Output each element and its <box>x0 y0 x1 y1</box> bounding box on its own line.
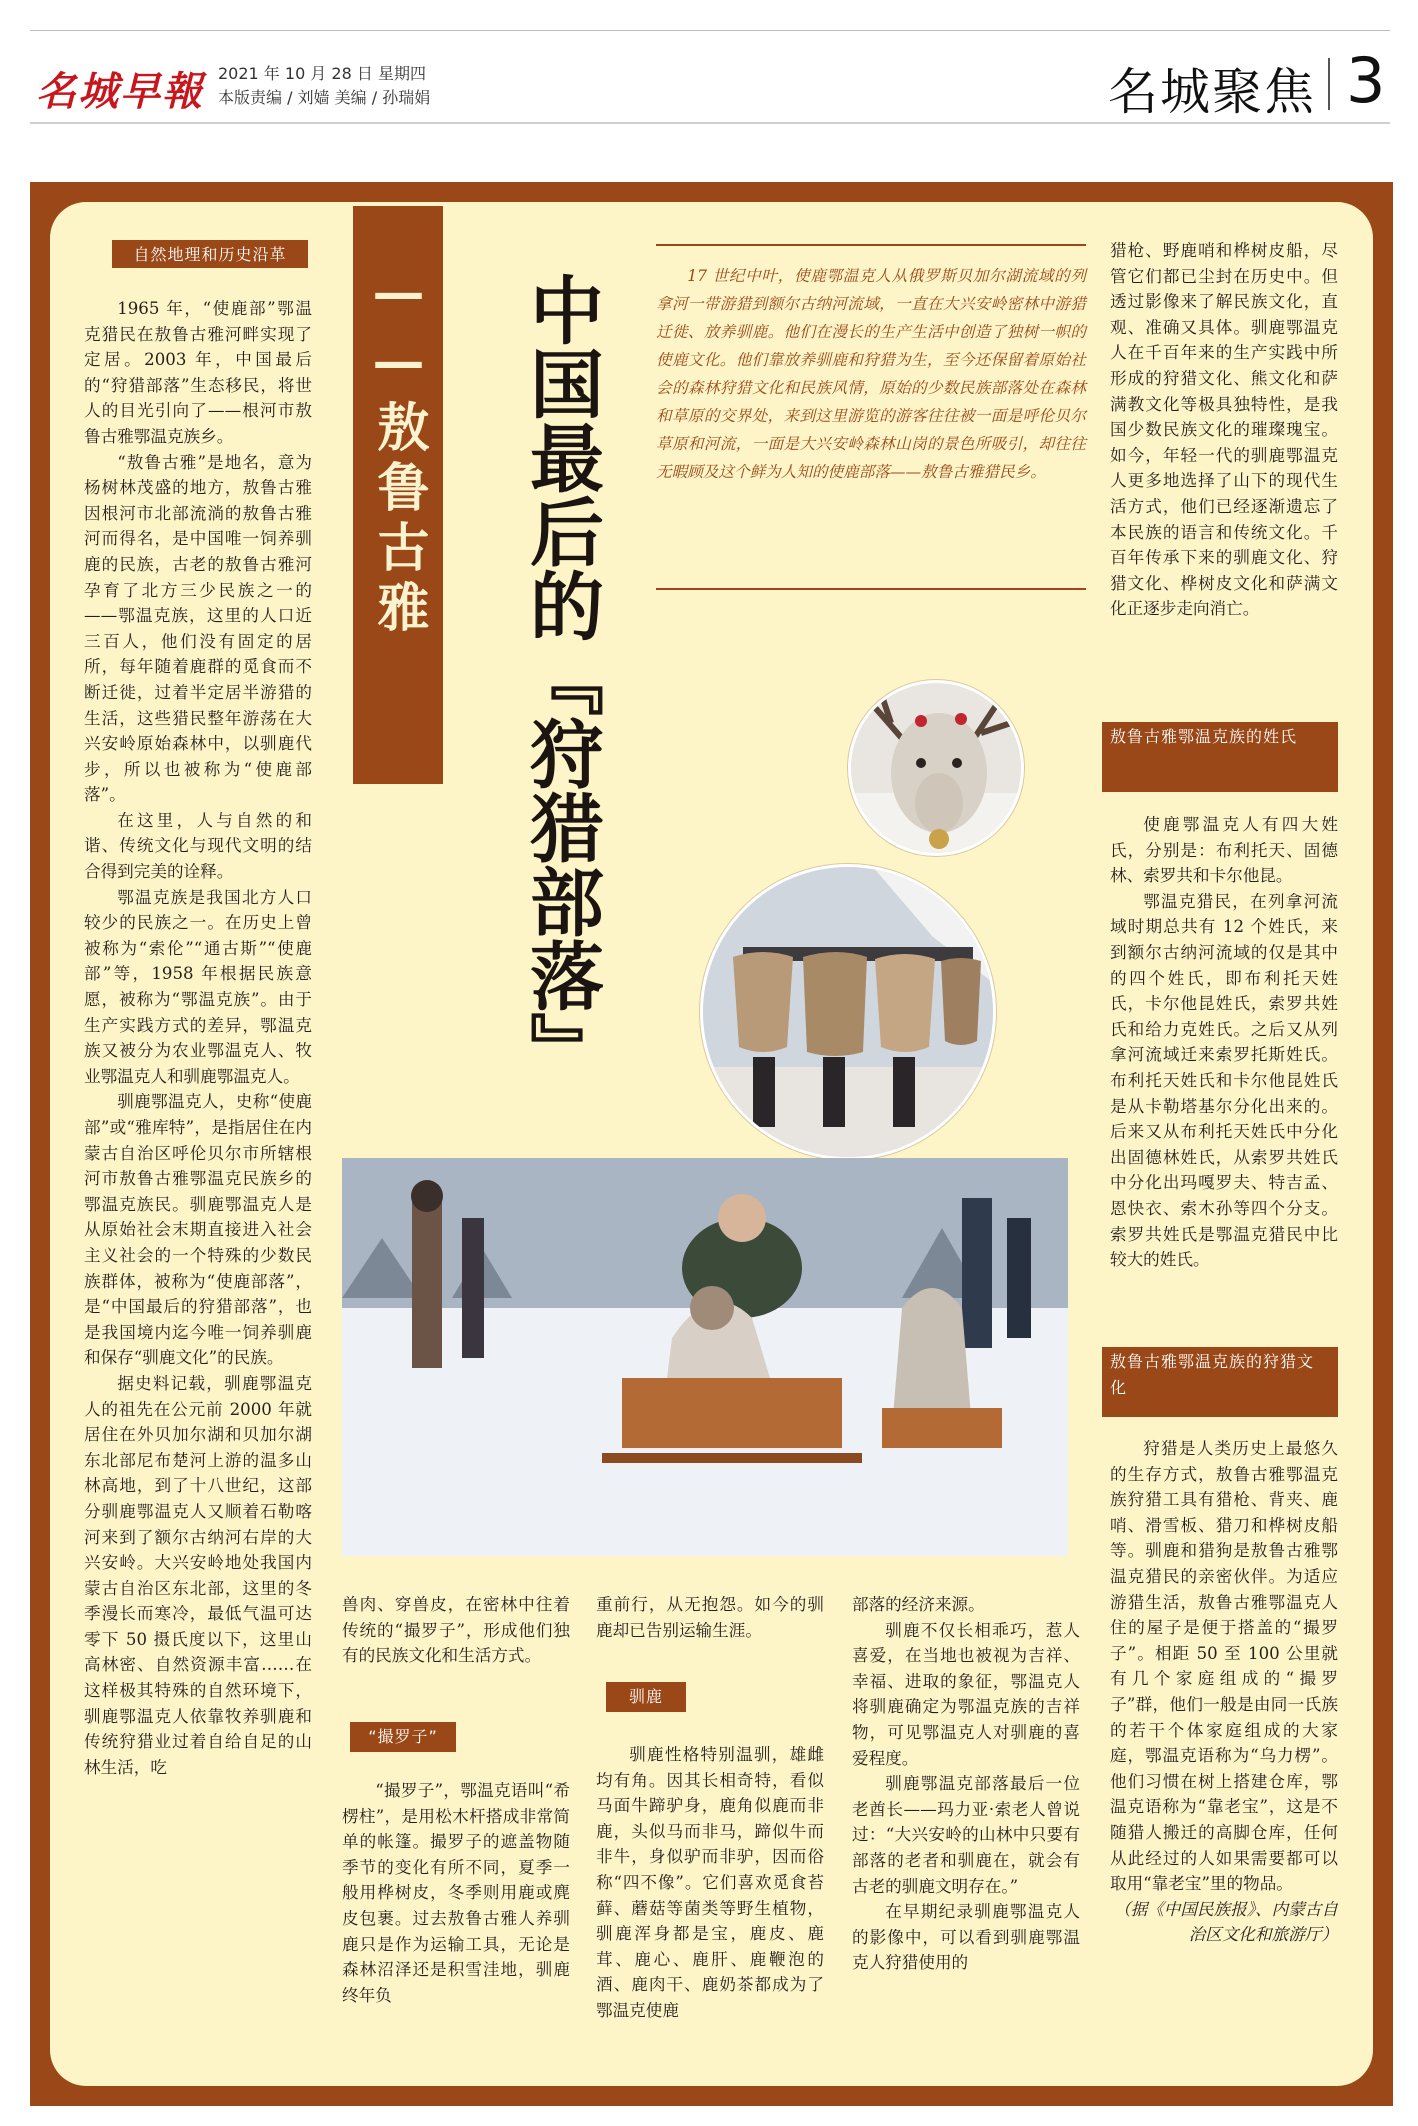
col3-p2: 驯鹿性格特别温驯，雄雌均有角。因其长相奇特，看似马面牛蹄驴身，鹿角似鹿而非鹿，头似马而非马，蹄似牛而非牛，身似驴而非驴，因而俗称“四不像”。它们喜欢觅食苔藓、蘑菇等菌类等野生植物，驯鹿浑身都是宝，鹿皮、鹿茸、鹿心、鹿肝、鹿鞭泡的酒、鹿肉干、鹿奶茶都成为了鄂温克使鹿 <box>596 1745 824 2020</box>
col4-p4: 在早期纪录驯鹿鄂温克人的影像中，可以看到驯鹿鄂温克人狩猎使用的 <box>852 1902 1080 1973</box>
right-p2: 鄂温克猎民，在列拿河流域时期总共有 12 个姓氏，来到额尔古纳河流域的仅是其中的四个姓氏，即布利托天姓氏，卡尔他昆姓氏，索罗共姓氏和给力克姓氏。之后又从列拿河流域迁来索罗托斯姓氏。布利托天姓氏和卡尔他昆姓氏是从卡勒塔基尔分化出来的。后来又从布利托天姓氏中分化出固德林姓氏，从索罗共姓氏中分化出玛嘎罗夫、特吉孟、恩快衣、索木孙等四个分支。索罗共姓氏是鄂温克猎民中比较大的姓氏。 <box>1110 891 1338 1270</box>
col4-p2: 驯鹿不仅长相乖巧，惹人喜爱，在当地也被视为吉祥、幸福、进取的象征，鄂温克人将驯鹿确定为鄂温克族的吉祥物，可见鄂温克人对驯鹿的喜爱程度。 <box>852 1620 1080 1768</box>
source-note: （据《中国民族报》、内蒙古自治区文化和旅游厅） <box>1113 1899 1338 1945</box>
top-rule <box>30 30 1390 31</box>
left-p6: 据史料记载，驯鹿鄂温克人的祖先在公元前 2000 年就居住在外贝加尔湖和贝加尔湖东北部尼布楚河上游的温多山林高地，到了十八世纪，这部分驯鹿鄂温克人又顺着石勒喀河来到了额尔古纳河右岸的大兴安岭。大兴安岭地处我国内蒙古自治区东北部，这里的冬季漫长而寒冷，最低气温可达零下 50 摄氏度以下，这里山高林密、自然资源丰富……在这样极其特殊的自然环境下，驯鹿鄂温克人依靠牧养驯鹿和传统狩猎业过着自给自足的山林生活，吃 <box>84 1373 312 1777</box>
newspaper-logo: 名城早報 <box>36 68 204 115</box>
section-divider <box>1328 58 1330 110</box>
masthead-rule <box>30 122 1390 124</box>
reindeer-head-photo <box>848 680 1024 856</box>
issue-date: 2021 年 10 月 28 日 星期四 <box>218 64 426 83</box>
col3-heading: 驯鹿 <box>606 1682 686 1712</box>
section-name: 名城聚焦 <box>1108 63 1316 121</box>
col4-text <box>852 1592 1080 1976</box>
left-p4: 鄂温克族是我国北方人口较少的民族之一。在历史上曾被称为“索伦”“通古斯”“使鹿部”等，1958 年根据民族意愿，被称为“鄂温克族”。由于生产实践方式的差异，鄂温克族又被分为农业鄂温克人、牧业鄂温克人和驯鹿鄂温克人。 <box>84 887 312 1086</box>
right-p3: 狩猎是人类历史上最悠久的生存方式，敖鲁古雅鄂温克族狩猎工具有猎枪、背夹、鹿哨、滑雪板、猎刀和桦树皮船等。驯鹿和猎狗是敖鲁古雅鄂温克猎民的亲密伙伴。为适应游猎生活，敖鲁古雅鄂温克人住的屋子是便于搭盖的“撮罗子”。相距 50 至 100 公里就有几个家庭组成的“撮罗子”群，他们一般是由同一氏族的若干个体家庭组成的大家庭，鄂温克语称为“乌力楞”。他们习惯在树上搭建仓库，鄂温克语称为“靠老宝”，这是不随猎人搬迁的高脚仓库，任何从此经过的人如果需要都可以取用“靠老宝”里的物品。 <box>1110 1439 1338 1894</box>
issue-meta <box>218 62 430 110</box>
col4-p1: 部落的经济来源。 <box>852 1595 985 1614</box>
intro-rule-bottom <box>656 588 1086 590</box>
main-title: 中国最后的『狩猎部落』 <box>518 272 604 1086</box>
intro-rule-top <box>656 244 1086 246</box>
left-p5: 驯鹿鄂温克人，史称“使鹿部”或“雅库特”，是指居住在内蒙古自治区呼伦贝尔市所辖根河市敖鲁古雅鄂温克民族乡的鄂温克族民。驯鹿鄂温克人是从原始社会末期直接进入社会主义社会的一个特殊的少数民族群体，被称为“使鹿部落”，是“中国最后的狩猎部落”，也是我国境内迄今唯一饲养驯鹿和保存“驯鹿文化”的民族。 <box>84 1092 312 1368</box>
issue-editors: 本版责编 / 刘嫱 美编 / 孙瑞娟 <box>218 88 431 107</box>
left-heading: 自然地理和历史沿革 <box>112 240 308 268</box>
col2-text <box>342 1592 570 1669</box>
col4-p3: 驯鹿鄂温克部落最后一位老酋长——玛力亚·索老人曾说过：“大兴安岭的山林中只要有部落的老者和驯鹿在，就会有古老的驯鹿文明存在。” <box>852 1774 1080 1896</box>
page-number: 3 <box>1346 44 1386 117</box>
intro-text: 17 世纪中叶，使鹿鄂温克人从俄罗斯贝加尔湖流域的列拿河一带游猎到额尔古纳河流域，一直在大兴安岭密林中游猎迁徙、放养驯鹿。他们在漫长的生产生活中创造了独树一帜的使鹿文化。他们靠放养驯鹿和狩猎为生，至今还保留着原始社会的森林狩猎文化和民族风情，原始的少数民族部落处在森林和草原的交界处，来到这里游览的游客往往被一面是呼伦贝尔草原和河流，一面是大兴安岭森林山岗的景色所吸引，却往往无暇顾及这个鲜为人知的使鹿部落——敖鲁古雅猎民乡。 <box>656 267 1086 481</box>
left-column-text <box>84 296 312 1780</box>
right-heading-surnames: 敖鲁古雅鄂温克族的姓氏 <box>1102 722 1338 792</box>
left-p3: 在这里，人与自然的和谐、传统文化与现代文明的结合得到完美的诠释。 <box>84 810 312 882</box>
col2-p1: 兽肉、穿兽皮，在密林中往着传统的“撮罗子”，形成他们独有的民族文化和生活方式。 <box>342 1595 570 1666</box>
right-heading-hunting: 敖鲁古雅鄂温克族的狩猎文化 <box>1102 1347 1338 1417</box>
col2-p2: “撮罗子”，鄂温克语叫“希楞柱”，是用松木杆搭成非常简单的帐篷。撮罗子的遮盖物随季节的变化有所不同，夏季一般用桦树皮，冬季则用鹿或麂皮包裹。过去敖鲁古雅人养驯鹿只是作为运输工具，无论是森林沼泽还是积雪洼地，驯鹿终年负 <box>342 1781 570 2005</box>
right-column-mid <box>1110 812 1338 1273</box>
left-p2: “敖鲁古雅”是地名，意为杨树林茂盛的地方，敖鲁古雅因根河市北部流淌的敖鲁古雅河而得名，是中国唯一饲养驯鹿的民族，古老的敖鲁古雅河孕育了北方三少民族之一的——鄂温克族，这里的人口近三百人，他们没有固定的居所，每年随着鹿群的觅食而不断迁徙，过着半定居半游猎的生活，这些猎民整年游荡在大兴安岭原始森林中，以驯鹿代步，所以也被称为“使鹿部落”。 <box>84 452 312 805</box>
hides-display-photo <box>700 864 996 1160</box>
right-column-top <box>1110 238 1338 622</box>
right-p-top: 猎枪、野鹿哨和桦树皮船，尽管它们都已尘封在历史中。但透过影像来了解民族文化，直观、准确又具体。驯鹿鄂温克人在千百年来的生产实践中所形成的狩猎文化、熊文化和萨满教文化等极具独特性，是我国少数民族文化的璀璨瑰宝。如今，年轻一代的驯鹿鄂温克人更多地选择了山下的现代生活方式，他们已经逐渐遗忘了本民族的语言和传统文化。千百年传承下来的驯鹿文化、狩猎文化、桦树皮文化和萨满文化正逐步走向消亡。 <box>1110 241 1338 619</box>
reindeer-sled-photo <box>342 1158 1068 1556</box>
subtitle: ——敖鲁古雅 <box>368 262 429 640</box>
col3-text-b <box>596 1742 824 2024</box>
col2-text-b <box>342 1778 570 2008</box>
right-p1: 使鹿鄂温克人有四大姓氏，分别是：布利托天、固德林、索罗共和卡尔他昆。 <box>1110 815 1338 886</box>
right-column-bottom <box>1110 1436 1338 1948</box>
col3-text <box>596 1592 824 1643</box>
col2-heading: “撮罗子” <box>350 1722 456 1752</box>
col3-p1: 重前行，从无抱怨。如今的驯鹿却已告别运输生涯。 <box>596 1595 824 1640</box>
left-p1: 1965 年，“使鹿部”鄂温克猎民在敖鲁古雅河畔实现了定居。2003 年，中国最后的“狩猎部落”生态移民，将世人的目光引向了——根河市敖鲁古雅鄂温克族乡。 <box>84 299 312 446</box>
